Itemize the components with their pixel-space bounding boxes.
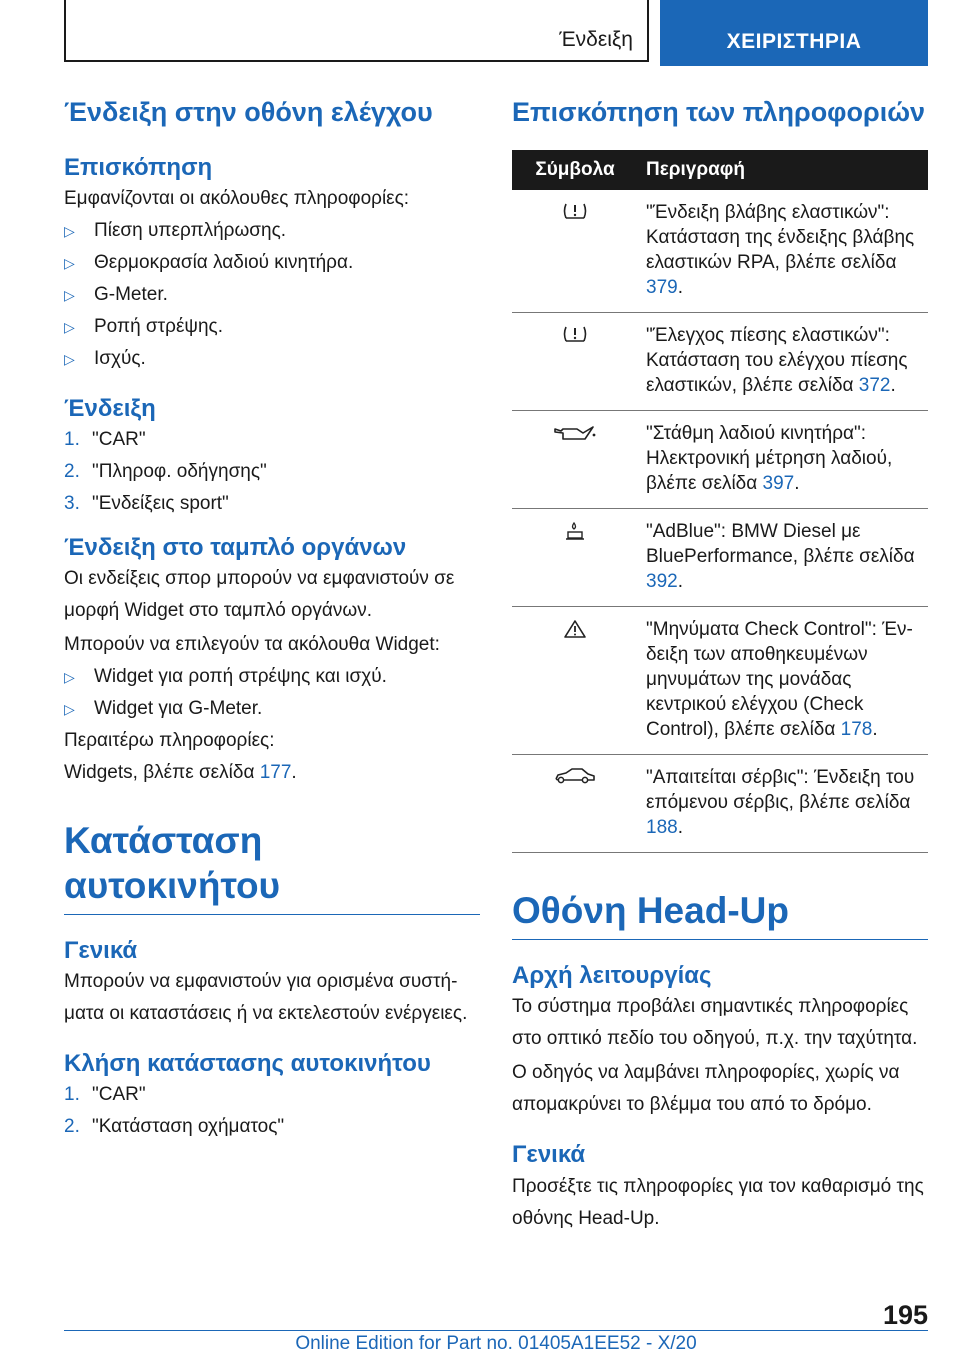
car-service-icon bbox=[554, 767, 596, 785]
table-row bbox=[512, 312, 928, 410]
general-text: Προσέξτε τις πληροφορίες για τον καθαρισμό της οθόνης Head-Up. bbox=[512, 1175, 924, 1229]
list-item: ▷ Widget για ροπή στρέψης και ισχύ. bbox=[64, 661, 480, 693]
table-row bbox=[512, 410, 928, 508]
page-link[interactable]: 372 bbox=[858, 374, 891, 396]
symbol-cell bbox=[512, 190, 638, 313]
left-column bbox=[64, 96, 480, 1143]
oil-can-icon bbox=[553, 423, 597, 443]
right-column bbox=[512, 96, 928, 1235]
description-cell: "Στάθμη λαδιού κινητήρα": Ηλεκτρονική μέτρηση λαδιού, βλέπε σελίδα 397. bbox=[638, 410, 928, 508]
widget-intro: Μπορούν να επιλεγούν τα ακόλουθα Widget: bbox=[64, 634, 440, 656]
symbol-cell bbox=[512, 410, 638, 508]
overview-list bbox=[64, 215, 480, 375]
display-steps bbox=[64, 424, 480, 520]
list-item: ▷ Ισχύς. bbox=[64, 343, 480, 375]
more-info-label: Περαιτέρω πληροφορίες: bbox=[64, 730, 275, 752]
table-row bbox=[512, 508, 928, 606]
chapter-title-vehicle-status: Κατάσταση αυτοκινήτου bbox=[64, 819, 480, 915]
page-link[interactable]: 188 bbox=[646, 816, 678, 838]
list-item: ▷ Widget για G-Meter. bbox=[64, 693, 480, 725]
table-row bbox=[512, 754, 928, 852]
symbol-cell bbox=[512, 754, 638, 852]
header-chapter-label: ΧΕΙΡΙΣΤΗΡΙΑ bbox=[726, 30, 862, 53]
table-row bbox=[512, 606, 928, 754]
page-link[interactable]: 397 bbox=[762, 472, 795, 494]
call-status-steps bbox=[64, 1079, 480, 1143]
step-item: 1. "CAR" bbox=[64, 429, 146, 451]
overview-intro: Εμφανίζονται οι ακόλουθες πληροφορίες: bbox=[64, 187, 410, 209]
description-cell: "Έλεγχος πίεσης ελαστικών": Κατάσταση του ελέγχου πίεσης ελαστικών, βλέπε σελίδα 372. bbox=[638, 312, 928, 410]
general-heading: Γενικά bbox=[64, 937, 138, 965]
page-link[interactable]: 379 bbox=[646, 276, 678, 298]
list-item: ▷ Πίεση υπερπλήρωσης. bbox=[64, 215, 480, 247]
general-heading: Γενικά bbox=[512, 1141, 586, 1169]
table-header-row bbox=[512, 150, 928, 190]
step-item: 2. "Κατάσταση οχήματος" bbox=[64, 1116, 285, 1138]
page-link[interactable]: 392 bbox=[646, 570, 678, 592]
instrument-panel-text: Οι ενδείξεις σπορ μπορούν να εμφανιστούν σε μορφή Widget στο ταμπλό οργάνων. bbox=[64, 568, 455, 622]
description-cell: "Ένδειξη βλάβης ελαστικών": Κατάσταση της ένδειξης βλάβης ελαστικών RPA, βλέπε σελίδα 379. bbox=[638, 190, 928, 313]
symbol-cell bbox=[512, 606, 638, 754]
chapter-title-head-up: Οθόνη Head-Up bbox=[512, 889, 928, 940]
symbol-cell bbox=[512, 508, 638, 606]
column-header-symbols: Σύμβολα bbox=[512, 150, 638, 190]
header-chapter-tab[interactable] bbox=[660, 0, 928, 66]
symbol-cell bbox=[512, 312, 638, 410]
adblue-icon bbox=[564, 521, 586, 541]
tire-warning-icon bbox=[562, 202, 588, 220]
list-item: ▷ Θερμοκρασία λαδιού κινητήρα. bbox=[64, 247, 480, 279]
symbols-table bbox=[512, 150, 928, 853]
general-text: Μπορούν να εμφανιστούν για ορισμένα συστήματα οι καταστάσεις ή να εκτελεστούν ενέργειες. bbox=[64, 971, 468, 1025]
section-title-control-display: Ένδειξη στην οθόνη ελέγχου bbox=[64, 97, 433, 127]
page-header bbox=[64, 0, 928, 66]
step-item: 1. "CAR" bbox=[64, 1084, 146, 1106]
principle-text-1: Το σύστημα προβάλει σημαντικές πληροφορίες στο οπτικό πεδίο του οδηγού, π.χ. την ταχύτητα. bbox=[512, 996, 918, 1050]
page-link[interactable]: 177 bbox=[259, 762, 292, 784]
widgets-reference: Widgets, βλέπε σελίδα 177. bbox=[64, 762, 297, 784]
description-cell: "Απαιτείται σέρβις": Ένδειξη του επόμενου σέρβις, βλέπε σελίδα 188. bbox=[638, 754, 928, 852]
info-overview-title: Επισκόπηση των πληροφοριών bbox=[512, 97, 926, 127]
column-header-description: Περιγραφή bbox=[638, 150, 928, 190]
instrument-panel-heading: Ένδειξη στο ταμπλό οργάνων bbox=[64, 534, 407, 562]
description-cell: "Μηνύματα Check Control": Ένδειξη των αποθηκευμένων μηνυμάτων της μονάδας κεντρικού ελέγχου (Check Control), βλέπε σελίδα 178. bbox=[638, 606, 928, 754]
tire-pressure-icon bbox=[562, 325, 588, 343]
page-link[interactable]: 178 bbox=[840, 718, 873, 740]
edition-footer: Online Edition for Part no. 01405A1EE52 - X/20 bbox=[295, 1333, 697, 1354]
principle-heading: Αρχή λειτουργίας bbox=[512, 962, 712, 990]
header-section-label: Ένδειξη bbox=[559, 28, 633, 51]
step-item: 3. "Ενδείξεις sport" bbox=[64, 493, 229, 515]
header-section-box bbox=[64, 0, 649, 62]
overview-heading: Επισκόπηση bbox=[64, 153, 213, 181]
list-item: ▷ Ροπή στρέψης. bbox=[64, 311, 480, 343]
call-status-heading: Κλήση κατάστασης αυτοκινήτου bbox=[64, 1050, 431, 1078]
step-item: 2. "Πληροφ. οδήγησης" bbox=[64, 461, 267, 483]
footer-divider bbox=[64, 1330, 928, 1331]
widget-list bbox=[64, 661, 480, 725]
list-item: ▷ G-Meter. bbox=[64, 279, 480, 311]
description-cell: "AdBlue": BMW Diesel με BluePerformance, βλέπε σελίδα 392. bbox=[638, 508, 928, 606]
table-row bbox=[512, 190, 928, 313]
warning-triangle-icon bbox=[563, 619, 587, 639]
display-heading: Ένδειξη bbox=[64, 394, 156, 422]
page-number: 195 bbox=[882, 1300, 928, 1330]
principle-text-2: Ο οδηγός να λαμβάνει πληροφορίες, χωρίς να απομακρύνει το βλέμμα του από το δρόμο. bbox=[512, 1062, 900, 1116]
